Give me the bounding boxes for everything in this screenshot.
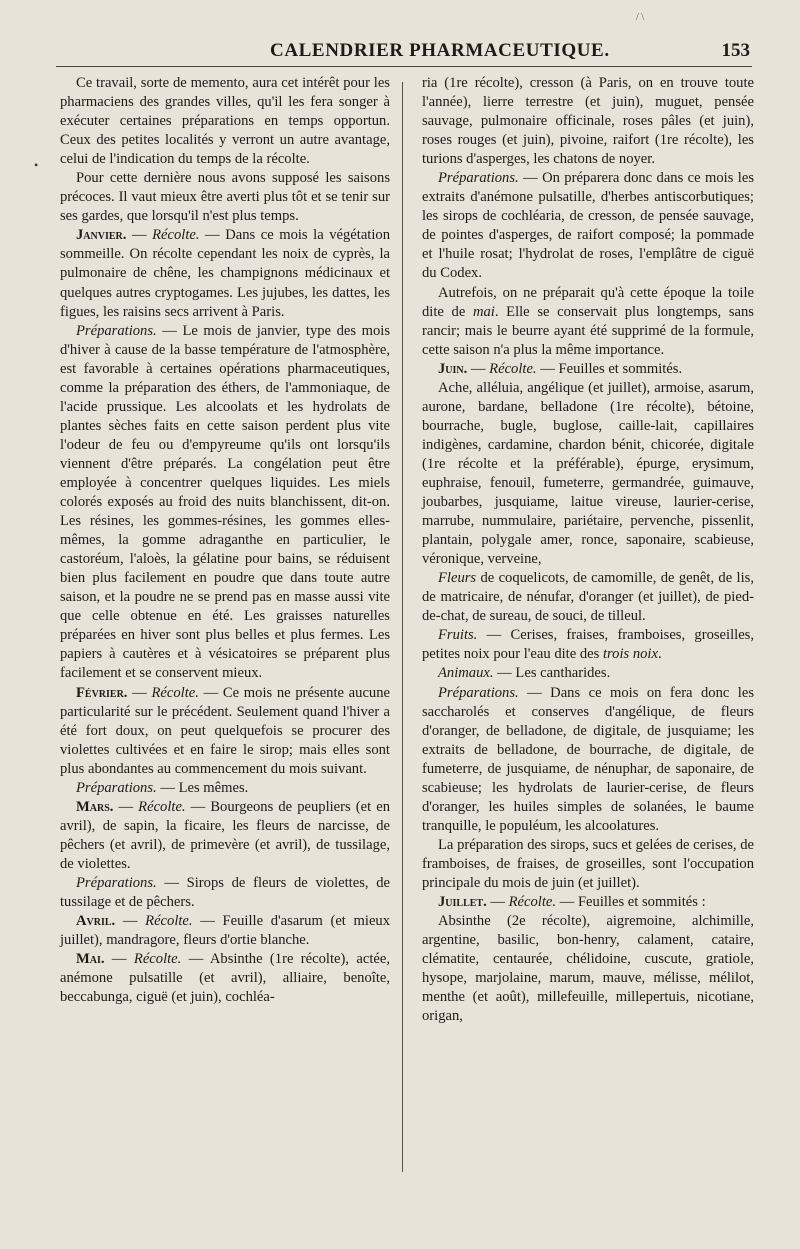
paragraph-mai-continued: ria (1re récolte), cresson (à Paris, on en trouve toute l'année), lierre terrestre (et juin), muguet, pensée sauvage, pulmonaire officinale, roses pâles (et juin), roses rouges (et juin), pivoine, raifort (1re récolte), les turions d'asperges, les chatons de noyer. xyxy=(422,75,754,168)
right-column xyxy=(422,74,754,1026)
text-janvier-preparations: Le mois de janvier, type des mois d'hiver à cause de la basse température de l'atmosphère, est favorable à certaines opérations pharmaceutiques, comme la préparation des éthers, de l'ammoniaque, de l'acide prussique. Les alcoolats et les hydrolats de plantes sèches faits en cette saison perdent plus vite l'odeur de feu ou d'empyreume qu'ils ont lorsqu'ils viennent d'être préparés. La congélation peut être employée à concentrer quelques liquides. Les miels colorés exposés au froid des nuits blanchissent, dit-on. Les résines, les gommes-résines, les gommes elles-mêmes, la gomme adraganthe en particulier, le castoréum, l'aloès, la gélatine pour bains, se réduisent bien plus facilement en poudre que dans toute autre saison, et la poudre ne se prend pas en masse aussi vite que celle obtenue en été. Les graisses naturelles préparées en hiver sont plus belles et plus fermes. Les papiers à cautères et à vésicatoires se préparent plus facilement et se conservent mieux. xyxy=(60,322,391,682)
paragraph-juillet-plants: Absinthe (2e récolte), aigremoine, alchimille, argentine, basilic, bon-henry, calament, cataire, clématite, centaurée, chélidoine, cuscute, gratiole, hysope, marjolaine, marum, mauve, mélisse, mélilot, menthe (et août), millefeuille, millepertuis, nicotiane, origan, xyxy=(422,913,754,1025)
text-juin-fruits: Cerises, fraises, framboises, groseilles, petites noix pour l'eau dite des xyxy=(422,627,754,663)
paragraph-intro: Ce travail, sorte de memento, aura cet intérêt pour les pharmaciens des grandes villes, qu'il les fera songer à exécuter certaines préparations en temps opportun. Ceux des petites localités y verront un autre avantage, celui de l'indication du temps de la récolte. xyxy=(60,75,390,168)
text-juin-animaux: Les cantharides. xyxy=(515,665,611,682)
label-recolte: Récolte. xyxy=(133,951,182,968)
text-fruits-end: . xyxy=(657,646,662,663)
text-mars-recolte: Bourgeons de peupliers (et en avril), de sapin, la ficaire, les fleurs de narcisse, de pêchers (et avril), de primevère (et avril), de tussilage, de violettes. xyxy=(60,798,390,872)
text-juin-fleurs: de coquelicots, de camomille, de genêt, de lis, de matricaire, de nénufar, d'oranger (et juillet), de pied-de-chat, de sureau, de souci, de tilleul. xyxy=(422,570,754,625)
section-avril-recolte: Avril. — Récolte. — Feuille d'asarum (et mieux juillet), mandragore, fleurs d'ortie blanche. xyxy=(60,913,391,949)
paragraph-juin-plants: Ache, alléluia, angélique (et juillet), armoise, asarum, aurone, bardane, belladone (1re récolte), bétoine, bourrache, bugle, buglose, caille-lait, capillaires indigènes, cardamine, chardon bénit, chicorée, digitale (1re récolte et la préférable), épurge, erysimum, euphraise, fenouil, fumeterre, germandrée, guimauve, joubarbes, jusquiame, laitue vireuse, laurier-cerise, marrube, nummulaire, pariétaire, pervenche, pissenlit, plantain, polygale amer, ronce, saponaire, scabieuse, véronique, verveine, xyxy=(422,379,754,568)
text-juin-recolte: Feuilles et sommités. xyxy=(558,360,683,377)
month-heading-mai: Mai. xyxy=(76,951,105,968)
month-heading-janvier: Janvier. xyxy=(76,227,127,244)
text-mai-italic: mai xyxy=(472,303,495,320)
month-heading-avril: Avril. xyxy=(76,913,116,930)
section-juillet-recolte: Juillet. — Récolte. — Feuilles et sommités : xyxy=(438,894,706,911)
text-janvier-recolte: Dans ce mois la végétation sommeille. On récolte cependant les noix de cyprès, la pulmonaire de chêne, les champignons médicinaux et quelques autres cryptogames. Les jujubes, les dattes, les figues, les raisins secs arrivent à Paris. xyxy=(60,227,391,320)
label-fruits: Fruits. xyxy=(438,627,478,644)
section-juin-preparations: Préparations. — Dans ce mois on fera donc les saccharolés et conserves d'angélique, de fleurs d'oranger, de belladone, de digitale, de jusquiame; les extraits de belladone, de bourrache, de digitale, de fumeterre, de jusquiame, de nénuphar, de saponaire, de scabieuse; les hydrolats de laurier-cerise, de fleurs d'oranger, les huiles simples de solanées, le baume tranquille, le populéum, les alcoolatures. xyxy=(422,684,754,834)
label-recolte: Récolte. xyxy=(138,798,186,815)
section-janvier-recolte: Janvier. — Récolte. — Dans ce mois la végétation sommeille. On récolte cependant les noix de cyprès, la pulmonaire de chêne, les champignons médicinaux et quelques autres cryptogames. Les jujubes, les dattes, les figues, les raisins secs arrivent à Paris. xyxy=(60,227,391,320)
section-mai-preparations: Préparations. — On préparera donc dans ce mois les extraits d'anémone pulsatille, d'herbes antiscorbutiques; les sirops de cochléaria, de cresson, de pensée sauvage, de pointes d'asperges, de raifort composé; la pommade et l'huile rosat; l'hydrolat de roses, l'emplâtre de ciguë du Codex. xyxy=(422,170,755,282)
label-fleurs: Fleurs xyxy=(438,570,477,587)
left-column xyxy=(60,74,390,1007)
month-heading-mars: Mars. xyxy=(76,798,114,815)
paragraph-juin-sirops: La préparation des sirops, sucs et gelées de cerises, de framboises, de fraises, de groseilles, sont l'occupation principale du mois de juin (et juillet). xyxy=(422,836,754,891)
section-fevrier-recolte: Février. — Récolte. — Ce mois ne présente aucune particularité sur le précédent. Seulement quand l'hiver a été fort doux, on peut quelquefois se procurer des violettes cultivées et en faire le sirop; mais elles sont plus abondantes au commencement du mois suivant. xyxy=(60,684,390,777)
text-mars-preparations: Sirops de fleurs de violettes, de tussilage et de pêchers. xyxy=(60,874,390,911)
text-fevrier-preparations: Les mêmes. xyxy=(178,779,249,796)
paragraph-juin-animaux: Animaux. — Les cantharides. xyxy=(438,665,611,682)
month-heading-juillet: Juillet. xyxy=(438,894,487,911)
text-trois-noix: trois noix xyxy=(602,646,658,663)
month-heading-juin: Juin. xyxy=(438,360,468,377)
paper-speck: / \ xyxy=(636,12,645,23)
margin-bullet: • xyxy=(34,158,39,172)
label-recolte: Récolte. xyxy=(152,227,200,244)
page-title: CALENDRIER PHARMACEUTIQUE. xyxy=(270,40,610,61)
text-mai-recolte: Absinthe (1re récolte), actée, anémone pulsatille (et avril), alliaire, benoîte, beccabunga, ciguë (et juin), cochléa- xyxy=(60,951,390,1006)
text-juillet-recolte: Feuilles et sommités : xyxy=(577,894,706,911)
section-fevrier-preparations: Préparations. — Les mêmes. xyxy=(76,779,249,796)
page-number: 153 xyxy=(721,40,750,61)
paragraph-seasons: Pour cette dernière nous avons supposé les saisons précoces. Il vaut mieux être averti plus tôt et se tenir sur ses gardes, que lorsqu'il n'est plus temps. xyxy=(60,170,390,225)
label-recolte: Récolte. xyxy=(508,894,557,911)
column-divider xyxy=(402,82,403,1172)
paragraph-autrefois xyxy=(422,284,754,360)
text-autrefois-b: . Elle se conservait plus longtemps, sans rancir; mais le beurre ayant été supprimé de la formule, cette saison n'a plus la même importance. xyxy=(422,303,754,358)
section-juin-recolte: Juin. — Récolte. — Feuilles et sommités. xyxy=(438,360,683,377)
text-autrefois-a: Autrefois, on ne préparait qu'à cette époque la toile dite de xyxy=(422,284,754,320)
label-recolte: Récolte. xyxy=(145,913,193,930)
label-recolte: Récolte. xyxy=(151,684,199,701)
text-fevrier-recolte: Ce mois ne présente aucune particularité sur le précédent. Seulement quand l'hiver a été fort doux, on peut quelquefois se procurer des violettes cultivées et en faire le sirop; mais elles sont plus abondantes au commencement du mois suivant. xyxy=(60,684,390,777)
paragraph-juin-fruits: Fruits. — Cerises, fraises, framboises, groseilles, petites noix pour l'eau dite des trois noix. xyxy=(422,627,754,663)
label-preparations: Préparations. xyxy=(438,170,519,187)
text-mai-preparations: On préparera donc dans ce mois les extraits d'anémone pulsatille, d'herbes antiscorbutiques; les sirops de cochléaria, de cresson, de pensée sauvage, de pointes d'asperges, de raifort composé; la pommade et l'huile rosat; l'hydrolat de roses, l'emplâtre de ciguë du Codex. xyxy=(422,170,755,282)
label-preparations: Préparations. xyxy=(76,779,157,796)
label-recolte: Récolte. xyxy=(489,360,537,377)
month-heading-fevrier: Février. xyxy=(76,684,128,701)
section-mars-recolte: Mars. — Récolte. — Bourgeons de peupliers (et en avril), de sapin, la ficaire, les fleurs de narcisse, de pêchers (et avril), de primevère (et avril), de tussilage, de violettes. xyxy=(60,798,390,872)
text-juin-preparations: Dans ce mois on fera donc les saccharolés et conserves d'angélique, de fleurs d'oranger, de belladone, de digitale, de jusquiame; les extraits de belladone, de bourrache, de digitale, de fumeterre, de jusquiame, de nénuphar, de saponaire, de scabieuse; les hydrolats de laurier-cerise, de fleurs d'oranger, les huiles simples de solanées, le baume tranquille, le populéum, les alcoolatures. xyxy=(422,684,754,834)
paragraph-juin-fleurs xyxy=(422,569,754,626)
section-mars-preparations: Préparations. — Sirops de fleurs de violettes, de tussilage et de pêchers. xyxy=(60,874,390,911)
section-mai-recolte: Mai. — Récolte. — Absinthe (1re récolte), actée, anémone pulsatille (et avril), alliaire, benoîte, beccabunga, ciguë (et juin), cochléa- xyxy=(60,951,390,1006)
header-rule xyxy=(56,66,752,67)
label-animaux: Animaux. xyxy=(438,665,494,682)
label-preparations: Préparations. xyxy=(76,874,157,891)
label-preparations: Préparations. xyxy=(76,322,157,339)
section-janvier-preparations: Préparations. — Le mois de janvier, type des mois d'hiver à cause de la basse température de l'atmosphère, est favorable à certaines opérations pharmaceutiques, comme la préparation des éthers, de l'ammoniaque, de l'acide prussique. Les alcoolats et les hydrolats de plantes sèches faits en cette saison perdent plus vite l'odeur de feu ou d'empyreume qu'ils ont lorsqu'ils viennent d'être préparés. La congélation peut être employée à concentrer quelques liquides. Les miels colorés exposés au froid des nuits blanchissent, dit-on. Les résines, les gommes-résines, les gommes elles-mêmes, la gomme adraganthe en particulier, le castoréum, l'aloès, la gélatine pour bains, se réduisent bien plus facilement en poudre que dans toute autre saison, et la poudre ne se prend pas en masse aussi vite que celle obtenue en été. Les graisses naturelles préparées en hiver sont plus belles et plus fermes. Les papiers à cautères et à vésicatoires se préparent plus facilement et se conservent mieux. xyxy=(60,322,391,682)
label-preparations: Préparations. xyxy=(438,684,519,701)
text-avril-recolte: Feuille d'asarum (et mieux juillet), mandragore, fleurs d'ortie blanche. xyxy=(60,913,391,949)
